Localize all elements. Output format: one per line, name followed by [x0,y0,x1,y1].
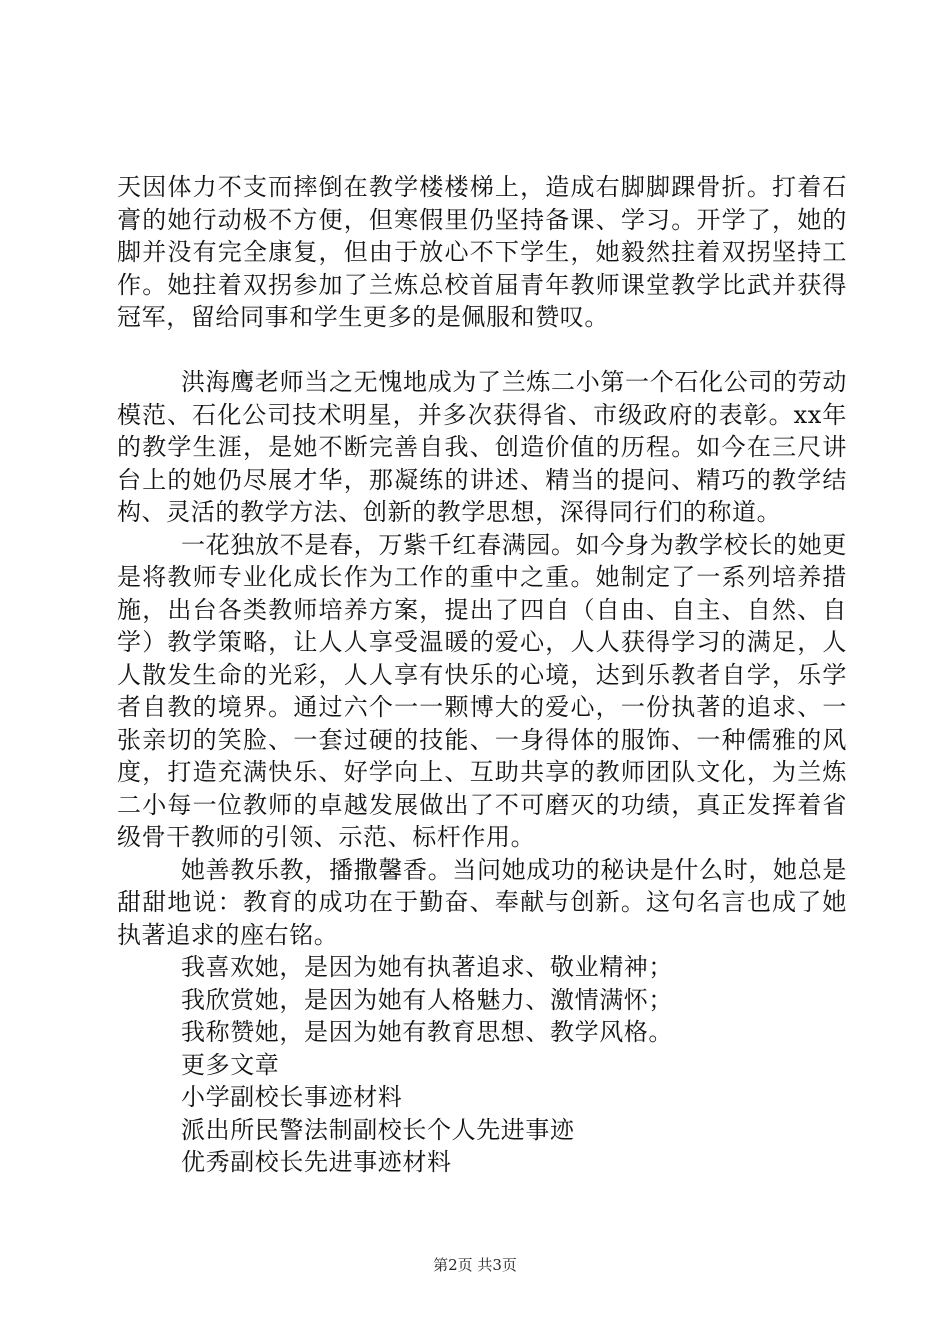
closing-line: 我喜欢她，是因为她有执著追求、敬业精神； [181,953,673,981]
more-article-link[interactable]: 优秀副校长先进事迹材料 [181,1148,452,1176]
closing-lines [117,951,847,1179]
paragraph-1: 天因体力不支而摔倒在教学楼楼梯上，造成右脚脚踝骨折。打着石膏的她行动极不方便，但寒假里仍坚持备课、学习。开学了，她的脚并没有完全康复，但由于放心不下学生，她毅然拄着双拐坚持工作。她拄着双拐参加了兰炼总校首届青年教师课堂教学比武并获得冠军，留给同事和学生更多的是佩服和赞叹。 [117,173,847,331]
page-footer [0,1254,950,1275]
paragraph-4: 她善教乐教，播撒馨香。当问她成功的秘诀是什么时，她总是甜甜地说：教育的成功在于勤奋、奉献与创新。这句名言也成了她执著追求的座右铭。 [117,855,847,949]
paragraph-2: 洪海鹰老师当之无愧地成为了兰炼二小第一个石化公司的劳动模范、石化公司技术明星，并多次获得省、市级政府的表彰。xx年的教学生涯，是她不断完善自我、创造价值的历程。如今在三尺讲台上的她仍尽展才华，那凝练的讲述、精当的提问、精巧的教学结构、灵活的教学方法、创新的教学思想，深得同行们的称道。 [117,368,847,526]
more-article-item[interactable] [117,1081,847,1114]
more-article-item[interactable] [117,1146,847,1179]
paragraph-3: 一花独放不是春，万紫千红春满园。如今身为教学校长的她更是将教师专业化成长作为工作的重中之重。她制定了一系列培养措施，出台各类教师培养方案，提出了四自（自由、自主、自然、自学）教学策略，让人人享受温暖的爱心，人人获得学习的满足，人人散发生命的光彩，人人享有快乐的心境，达到乐教者自学，乐学者自教的境界。通过六个一一颗博大的爱心，一份执著的追求、一张亲切的笑脸、一套过硬的技能、一身得体的服饰、一种儒雅的风度，打造充满快乐、好学向上、互助共享的教师团队文化，为兰炼二小每一位教师的卓越发展做出了不可磨灭的功绩，真正发挥着省级骨干教师的引领、示范、标杆作用。 [117,530,847,851]
more-article-link[interactable]: 派出所民警法制副校长个人先进事迹 [181,1115,575,1144]
closing-line: 我称赞她，是因为她有教育思想、教学风格。 [181,1018,673,1046]
more-article-link[interactable]: 小学副校长事迹材料 [181,1083,403,1111]
more-article-item[interactable] [117,1114,847,1147]
document-body [117,171,847,1179]
more-articles-heading: 更多文章 [181,1050,280,1079]
closing-line: 我欣赏她，是因为她有人格魅力、激情满怀； [181,985,673,1014]
page-number-label: 第2页 共3页 [433,1256,517,1274]
